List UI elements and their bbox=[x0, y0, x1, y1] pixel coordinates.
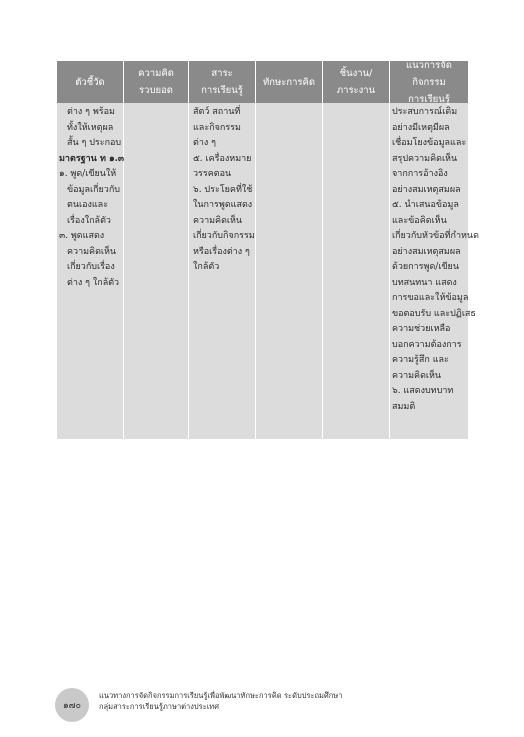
footer-caption bbox=[99, 690, 342, 712]
header-text: การเรียนรู้ bbox=[408, 93, 450, 105]
activity-line: อย่างสมเหตุสมผล bbox=[392, 246, 461, 257]
indicator-line: ต่าง ๆ ใกล้ตัว bbox=[67, 277, 120, 288]
activity-line: ๕. นำเสนอข้อมูล bbox=[392, 200, 459, 210]
activity-line: ขอตอบรับ และปฏิเสธ bbox=[392, 308, 476, 319]
content-line: ๕. เครื่องหมาย bbox=[193, 153, 252, 164]
header-thinking-skills bbox=[256, 61, 322, 103]
activity-line: อย่างสมเหตุสมผล bbox=[392, 184, 461, 195]
activity-line: จากการอ้างอิง bbox=[392, 169, 448, 179]
indicators-cell bbox=[57, 105, 123, 291]
activity-line: ความช่วยเหลือ bbox=[392, 324, 451, 334]
indicator-line: ความคิดเห็น bbox=[67, 246, 117, 257]
column-divider bbox=[123, 61, 124, 439]
header-text: แนวการจัดกิจกรรม bbox=[406, 59, 452, 88]
indicator-line: ต่าง ๆ พร้อม bbox=[67, 107, 115, 117]
page-number-badge bbox=[55, 688, 89, 722]
indicator-line: เกี่ยวกับเรื่อง bbox=[67, 262, 115, 272]
content-line: ต่าง ๆ bbox=[193, 138, 216, 148]
header-content bbox=[189, 61, 255, 103]
indicator-standard: มาตรฐาน ท ๑.๓ bbox=[59, 153, 125, 164]
indicator-line: เรื่องใกล้ตัว bbox=[67, 215, 111, 226]
activity-line: ๖. แสดงบทบาท bbox=[392, 386, 454, 396]
header-text: ทักษะการคิด bbox=[262, 76, 316, 88]
footer-title: แนวทางการจัดกิจกรรมการเรียนรู้เพื่อพัฒนาทักษะการคิด ระดับประถมศึกษา bbox=[99, 691, 343, 700]
header-work bbox=[323, 61, 389, 103]
header-concept bbox=[124, 61, 188, 103]
header-text: ตัวชี้วัด bbox=[75, 76, 105, 88]
activity-line: ด้วยการพูด/เขียน bbox=[392, 262, 459, 272]
header-text: ความคิด bbox=[138, 68, 174, 79]
activity-line: ความคิดเห็น bbox=[392, 370, 442, 381]
activity-line: อย่างมีเหตุมีผล bbox=[392, 122, 450, 133]
activity-line: เชื่อมโยงข้อมูลและ bbox=[392, 138, 467, 148]
content-line: สัตว์ สถานที่ bbox=[193, 107, 241, 117]
activities-cell bbox=[392, 105, 479, 415]
activity-line: สรุปความคิดเห็น bbox=[392, 153, 458, 164]
indicator-line: ทั้งให้เหตุผล bbox=[67, 122, 114, 133]
column-divider bbox=[322, 61, 323, 439]
activity-line: ประสบการณ์เดิม bbox=[392, 107, 458, 117]
content-line: และกิจกรรม bbox=[193, 122, 241, 133]
content-line: ใกล้ตัว bbox=[193, 262, 220, 272]
content-line: วรรคตอน bbox=[193, 169, 232, 179]
activity-line: ความรู้สึก และ bbox=[392, 355, 449, 365]
content-line: ๖. ประโยคที่ใช้ bbox=[193, 184, 253, 195]
header-text: การเรียนรู้ bbox=[201, 85, 243, 96]
activity-line: บทสนทนา แสดง bbox=[392, 277, 457, 288]
indicator-line: ตนเองและ bbox=[67, 200, 109, 210]
header-activities bbox=[390, 61, 468, 103]
header-text: รวบยอด bbox=[139, 85, 173, 96]
column-divider bbox=[389, 61, 390, 439]
page-number: ๑๗๐ bbox=[63, 701, 81, 711]
content-line: เกี่ยวกับกิจกรรม bbox=[193, 231, 255, 241]
column-divider bbox=[188, 61, 189, 439]
curriculum-table bbox=[57, 59, 479, 439]
column-divider bbox=[255, 61, 256, 439]
header-text: สาระ bbox=[211, 68, 233, 79]
indicator-line: สั้น ๆ ประกอบ bbox=[67, 138, 122, 148]
content-line: ความคิดเห็น bbox=[193, 215, 243, 226]
indicator-line: ข้อมูลเกี่ยวกับ bbox=[67, 184, 121, 195]
activity-line: และข้อคิดเห็น bbox=[392, 215, 447, 226]
activity-line: การขอและให้ข้อมูล bbox=[392, 293, 469, 303]
content-line: หรือเรื่องต่าง ๆ bbox=[193, 246, 250, 257]
indicator-line: ๑. พูด/เขียนให้ bbox=[59, 169, 117, 179]
content-line: ในการพูดแสดง bbox=[193, 200, 253, 210]
content-cell bbox=[193, 105, 255, 276]
activity-line: สมมติ bbox=[392, 401, 416, 412]
footer-subtitle: กลุ่มสาระการเรียนรู้ภาษาต่างประเทศ bbox=[99, 702, 219, 711]
table-header bbox=[57, 61, 468, 103]
indicator-line: ๓. พูดแสดง bbox=[59, 231, 105, 241]
header-text: ภาระงาน bbox=[336, 85, 376, 96]
header-text: ชิ้นงาน/ bbox=[339, 68, 373, 79]
activity-line: เกี่ยวกับหัวข้อที่กำหนด bbox=[392, 231, 479, 241]
activity-line: บอกความต้องการ bbox=[392, 339, 462, 350]
header-indicators bbox=[57, 61, 123, 103]
